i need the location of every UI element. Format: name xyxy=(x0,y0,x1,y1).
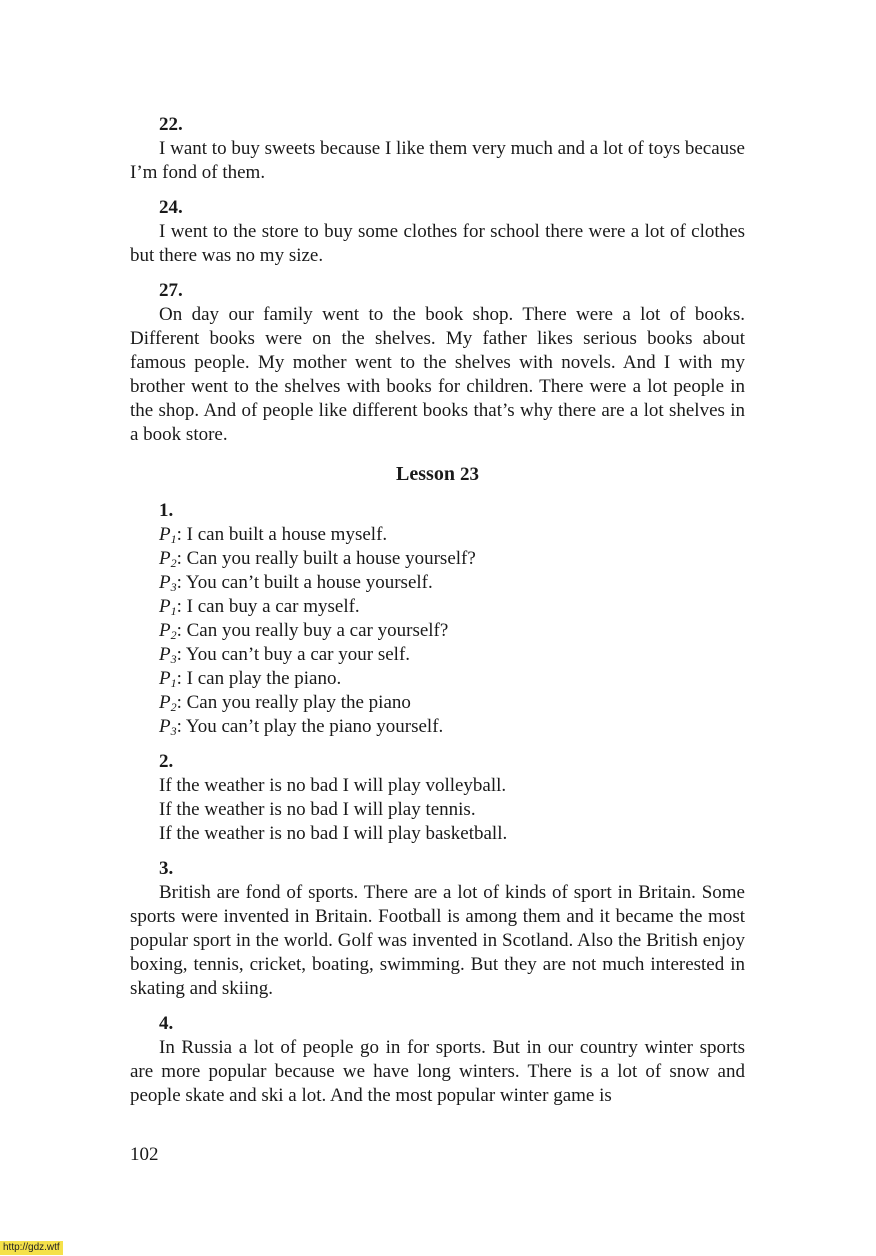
sentence-line: If the weather is no bad I will play tennis. xyxy=(159,799,476,820)
exercise-27 xyxy=(130,279,745,447)
exercise-text: British are fond of sports. There are a lot of kinds of sport in Britain. Some sports were invented in Britain. Football is among them and it became the most popular sport in the world. Golf was invented in Scotland. Also the British enjoy boxing, tennis, cricket, boating, swimming. But they are not much interested in skating and skiing. xyxy=(130,882,745,999)
lesson-number: 23 xyxy=(459,464,479,485)
page-number: 102 xyxy=(130,1144,159,1165)
exercise-number: 3. xyxy=(159,858,174,879)
dialogue-line xyxy=(130,523,745,547)
exercise-text: I went to the store to buy some clothes for school there were a lot of clothes but there was no my size. xyxy=(130,221,745,266)
exercise-number: 22. xyxy=(159,114,183,135)
sentence-line: If the weather is no bad I will play volleyball. xyxy=(159,775,507,796)
dialogue-line xyxy=(130,595,745,619)
lesson-word: Lesson xyxy=(396,463,455,485)
dialogue xyxy=(130,523,745,739)
dialogue-text: : Can you really buy a car yourself? xyxy=(176,620,449,641)
watermark-link[interactable]: http://gdz.wtf xyxy=(0,1241,63,1255)
dialogue-line xyxy=(130,619,745,643)
dialogue-text: : I can play the piano. xyxy=(176,668,342,689)
speaker-label: $P_2$ xyxy=(159,548,177,570)
speaker-label: $P_2$ xyxy=(159,692,177,714)
dialogue-line xyxy=(130,715,745,739)
dialogue-text: : You can’t buy a car your self. xyxy=(176,644,411,665)
dialogue-text: : You can’t built a house yourself. xyxy=(176,572,433,593)
dialogue-text: : Can you really built a house yourself? xyxy=(176,548,476,569)
exercise-number: 4. xyxy=(159,1013,174,1034)
exercise-1 xyxy=(130,499,745,739)
dialogue-line xyxy=(130,643,745,667)
speaker-label: $P_3$ xyxy=(159,716,177,738)
dialogue-text: : I can built a house myself. xyxy=(176,524,388,545)
page-content xyxy=(130,113,745,1108)
speaker-label: $P_3$ xyxy=(159,572,177,594)
exercise-number: 2. xyxy=(159,751,174,772)
dialogue-text: : Can you really play the piano xyxy=(176,692,411,713)
exercise-number: 24. xyxy=(159,197,183,218)
exercise-number: 27. xyxy=(159,280,183,301)
sentence-line: If the weather is no bad I will play basketball. xyxy=(159,823,508,844)
dialogue-line xyxy=(130,691,745,715)
exercise-4 xyxy=(130,1012,745,1108)
exercise-22 xyxy=(130,113,745,185)
lesson-heading xyxy=(130,461,745,488)
dialogue-text: : You can’t play the piano yourself. xyxy=(176,716,444,737)
speaker-label: $P_2$ xyxy=(159,620,177,642)
dialogue-text: : I can buy a car myself. xyxy=(176,596,360,617)
dialogue-line xyxy=(130,667,745,691)
speaker-label: $P_3$ xyxy=(159,644,177,666)
exercise-text: I want to buy sweets because I like them very much and a lot of toys because I’m fond of them. xyxy=(130,138,745,183)
speaker-label: $P_1$ xyxy=(159,524,177,546)
dialogue-line xyxy=(130,571,745,595)
speaker-label: $P_1$ xyxy=(159,668,177,690)
exercise-text: On day our family went to the book shop. There were a lot of books. Different books were on the shelves. My father likes serious books about famous people. My mother went to the shelves with novels. And I with my brother went to the shelves with books for children. There were a lot people in the shop. And of people like different books that’s why there are a lot shelves in a book store. xyxy=(130,304,745,445)
exercise-2 xyxy=(130,750,745,846)
exercise-number: 1. xyxy=(159,500,174,521)
exercise-24 xyxy=(130,196,745,268)
exercise-text: In Russia a lot of people go in for sports. But in our country winter sports are more popular because we have long winters. There is a lot of snow and people skate and ski a lot. And the most popular winter game is xyxy=(130,1037,745,1106)
exercise-3 xyxy=(130,857,745,1001)
speaker-label: $P_1$ xyxy=(159,596,177,618)
dialogue-line xyxy=(130,547,745,571)
